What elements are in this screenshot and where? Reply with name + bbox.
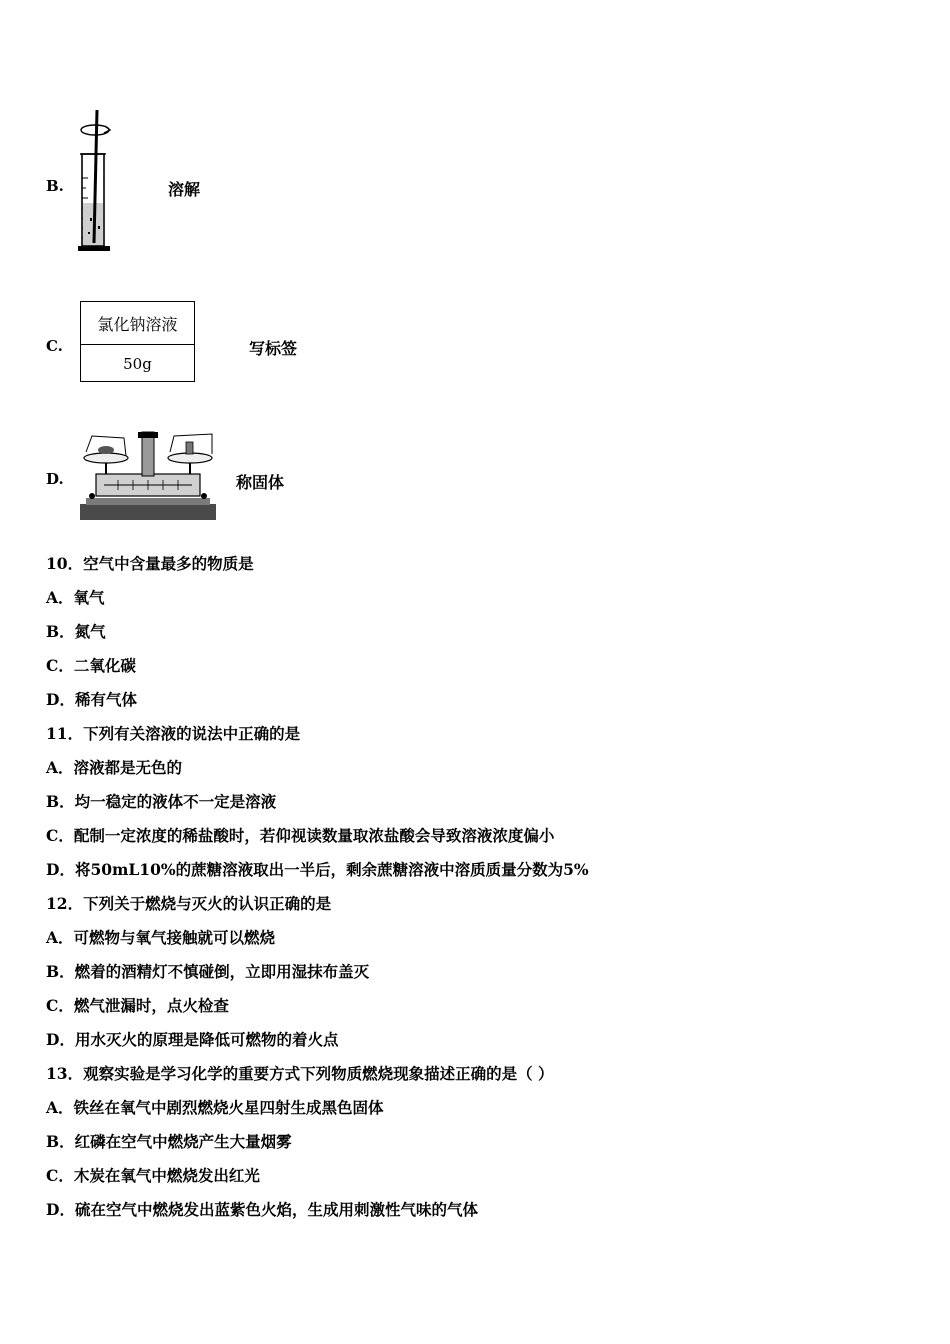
question-11-option-d: D．将50mL10%的蔗糖溶液取出一半后，剩余蔗糖溶液中溶质质量分数为5% bbox=[46, 860, 589, 879]
option-b-letter: B. bbox=[46, 177, 64, 195]
option-c-letter: C. bbox=[46, 337, 63, 355]
reagent-label-name: 氯化钠溶液 bbox=[81, 302, 194, 345]
question-13-option-a: A．铁丝在氧气中剧烈燃烧火星四射生成黑色固体 bbox=[46, 1098, 384, 1117]
option-c-caption: 写标签 bbox=[249, 339, 298, 358]
question-10-option-b: B．氮气 bbox=[46, 622, 106, 641]
option-d-letter: D. bbox=[46, 470, 64, 488]
question-13-stem: 13．观察实验是学习化学的重要方式下列物质燃烧现象描述正确的是（ ） bbox=[46, 1064, 554, 1083]
reagent-label bbox=[80, 301, 195, 382]
option-b-caption: 溶解 bbox=[168, 180, 201, 199]
graduated-cylinder-icon bbox=[70, 108, 120, 256]
question-10-option-c: C．二氧化碳 bbox=[46, 656, 136, 675]
balance-scale-icon bbox=[78, 430, 218, 522]
question-11-option-b: B．均一稳定的液体不一定是溶液 bbox=[46, 792, 277, 811]
question-12-option-a: A．可燃物与氧气接触就可以燃烧 bbox=[46, 928, 276, 947]
question-10-stem: 10．空气中含量最多的物质是 bbox=[46, 554, 254, 573]
question-12-option-b: B．燃着的酒精灯不慎碰倒，立即用湿抹布盖灭 bbox=[46, 962, 370, 981]
reagent-label-mass: 50g bbox=[123, 354, 152, 373]
question-13-option-c: C．木炭在氧气中燃烧发出红光 bbox=[46, 1166, 260, 1185]
question-11-option-c: C．配制一定浓度的稀盐酸时，若仰视读数量取浓盐酸会导致溶液浓度偏小 bbox=[46, 826, 555, 845]
question-11-option-a: A．溶液都是无色的 bbox=[46, 758, 183, 777]
question-13-option-d: D．硫在空气中燃烧发出蓝紫色火焰，生成用刺激性气味的气体 bbox=[46, 1200, 478, 1219]
question-11-stem: 11．下列有关溶液的说法中正确的是 bbox=[46, 724, 301, 743]
question-12-option-d: D．用水灭火的原理是降低可燃物的着火点 bbox=[46, 1030, 339, 1049]
question-12-stem: 12．下列关于燃烧与灭火的认识正确的是 bbox=[46, 894, 332, 913]
question-10-option-d: D．稀有气体 bbox=[46, 690, 137, 709]
question-10-option-a: A．氧气 bbox=[46, 588, 105, 607]
option-d-caption: 称固体 bbox=[236, 473, 285, 492]
question-13-option-b: B．红磷在空气中燃烧产生大量烟雾 bbox=[46, 1132, 292, 1151]
question-12-option-c: C．燃气泄漏时，点火检查 bbox=[46, 996, 229, 1015]
